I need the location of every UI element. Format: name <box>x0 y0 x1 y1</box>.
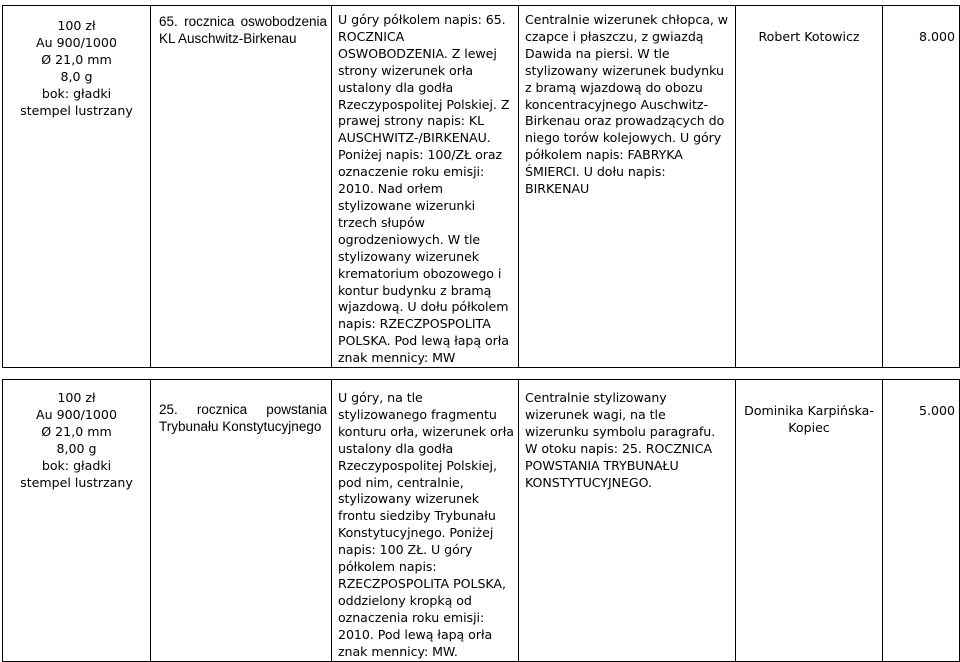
occasion-cell <box>151 380 332 662</box>
spec-finish: stempel lustrzany <box>20 102 133 118</box>
mintage-value: 8.000 <box>918 29 955 44</box>
obverse-description: U góry półkolem napis: 65. ROCZNICA OSWOBODZENIA. Z lewej strony wizerunek orła ustalony dla godła Rzeczypospolitej Polskiej. Z prawej strony napis: KL AUSCHWITZ-/BIRKENAU. Poniżej napis: 100/ZŁ oraz oznaczenie roku emisji: 2010. Nad orłem stylizowane wizerunki trzech słupów ogrodzeniowych. W tle stylizowany wizerunek krematorium obozowego i kontur budynku z bramą wjazdową. U dołu półkolem napis: RZECZPOSPOLITA POLSKA. Pod lewą łapą orła znak mennicy: MW <box>338 12 510 366</box>
coin-spec-cell <box>3 6 151 368</box>
occasion-text: KL Auschwitz-Birkenau <box>159 30 297 46</box>
table-spacer-row <box>3 368 960 380</box>
occasion-word: rocznica <box>184 14 235 29</box>
mintage-value: 5.000 <box>918 403 955 419</box>
spec-value: 100 zł <box>57 390 96 406</box>
occasion-word: oswobodzenia <box>240 14 327 29</box>
author-cell <box>736 6 883 368</box>
spec-diameter: Ø 21,0 mm <box>41 51 112 67</box>
author-cell <box>736 380 883 662</box>
spec-weight: 8,00 g <box>56 440 97 456</box>
spec-edge: bok: gładki <box>41 85 112 101</box>
obverse-cell <box>332 6 519 368</box>
coin-table <box>2 5 960 662</box>
spec-weight: 8,0 g <box>60 68 93 84</box>
occasion-word: 65. <box>159 14 178 29</box>
obverse-cell <box>332 380 519 662</box>
coin-spec-cell <box>3 380 151 662</box>
author-name: Robert Kotowicz <box>758 29 860 44</box>
table-row <box>3 380 960 662</box>
reverse-description: Centralnie stylizowany wizerunek wagi, na tle wizerunku symbolu paragrafu. W otoku napis: 25. ROCZNICA POWSTANIA TRYBUNAŁU KONSTYTUCYJNEGO. <box>525 390 716 490</box>
reverse-cell <box>519 6 736 368</box>
occasion-text: Trybunału Konstytucyjnego <box>159 418 322 434</box>
table-row <box>3 6 960 368</box>
reverse-description: Centralnie wizerunek chłopca, w czapce i płaszczu, z gwiazdą Dawida na piersi. W tle stylizowany wizerunek budynku z bramą wjazdową do obozu koncentracyjnego Auschwitz-Birkenau oraz prowadzących do niego torów kolejowych. U góry półkolem napis: FABRYKA ŚMIERCI. U dołu napis: BIRKENAU <box>525 12 729 197</box>
spec-edge: bok: gładki <box>41 457 112 473</box>
spec-alloy: Au 900/1000 <box>36 406 117 422</box>
occasion-word: rocznica <box>196 402 248 418</box>
author-name: Dominika Karpińska-Kopiec <box>744 403 874 435</box>
spec-finish: stempel lustrzany <box>20 474 133 490</box>
occasion-cell <box>151 6 332 368</box>
spec-alloy: Au 900/1000 <box>36 34 117 50</box>
occasion-word: 25. <box>159 402 178 418</box>
mintage-cell <box>883 380 960 662</box>
mintage-cell <box>883 6 960 368</box>
obverse-description: U góry, na tle stylizowanego fragmentu konturu orła, wizerunek orła ustalony dla godła Rzeczypospolitej Polskiej, pod nim, centralnie, stylizowany wizerunek frontu siedziby Trybunału Konstytucyjnego. Poniżej napis: 100 ZŁ. U góry półkolem napis: RZECZPOSPOLITA POLSKA, oddzielony kropką od oznaczenia roku emisji: 2010. Pod lewą łapą orła znak mennicy: MW. <box>338 390 514 659</box>
spec-diameter: Ø 21,0 mm <box>41 423 112 439</box>
reverse-cell <box>519 380 736 662</box>
occasion-word: powstania <box>266 402 327 418</box>
spec-value: 100 zł <box>57 18 96 33</box>
